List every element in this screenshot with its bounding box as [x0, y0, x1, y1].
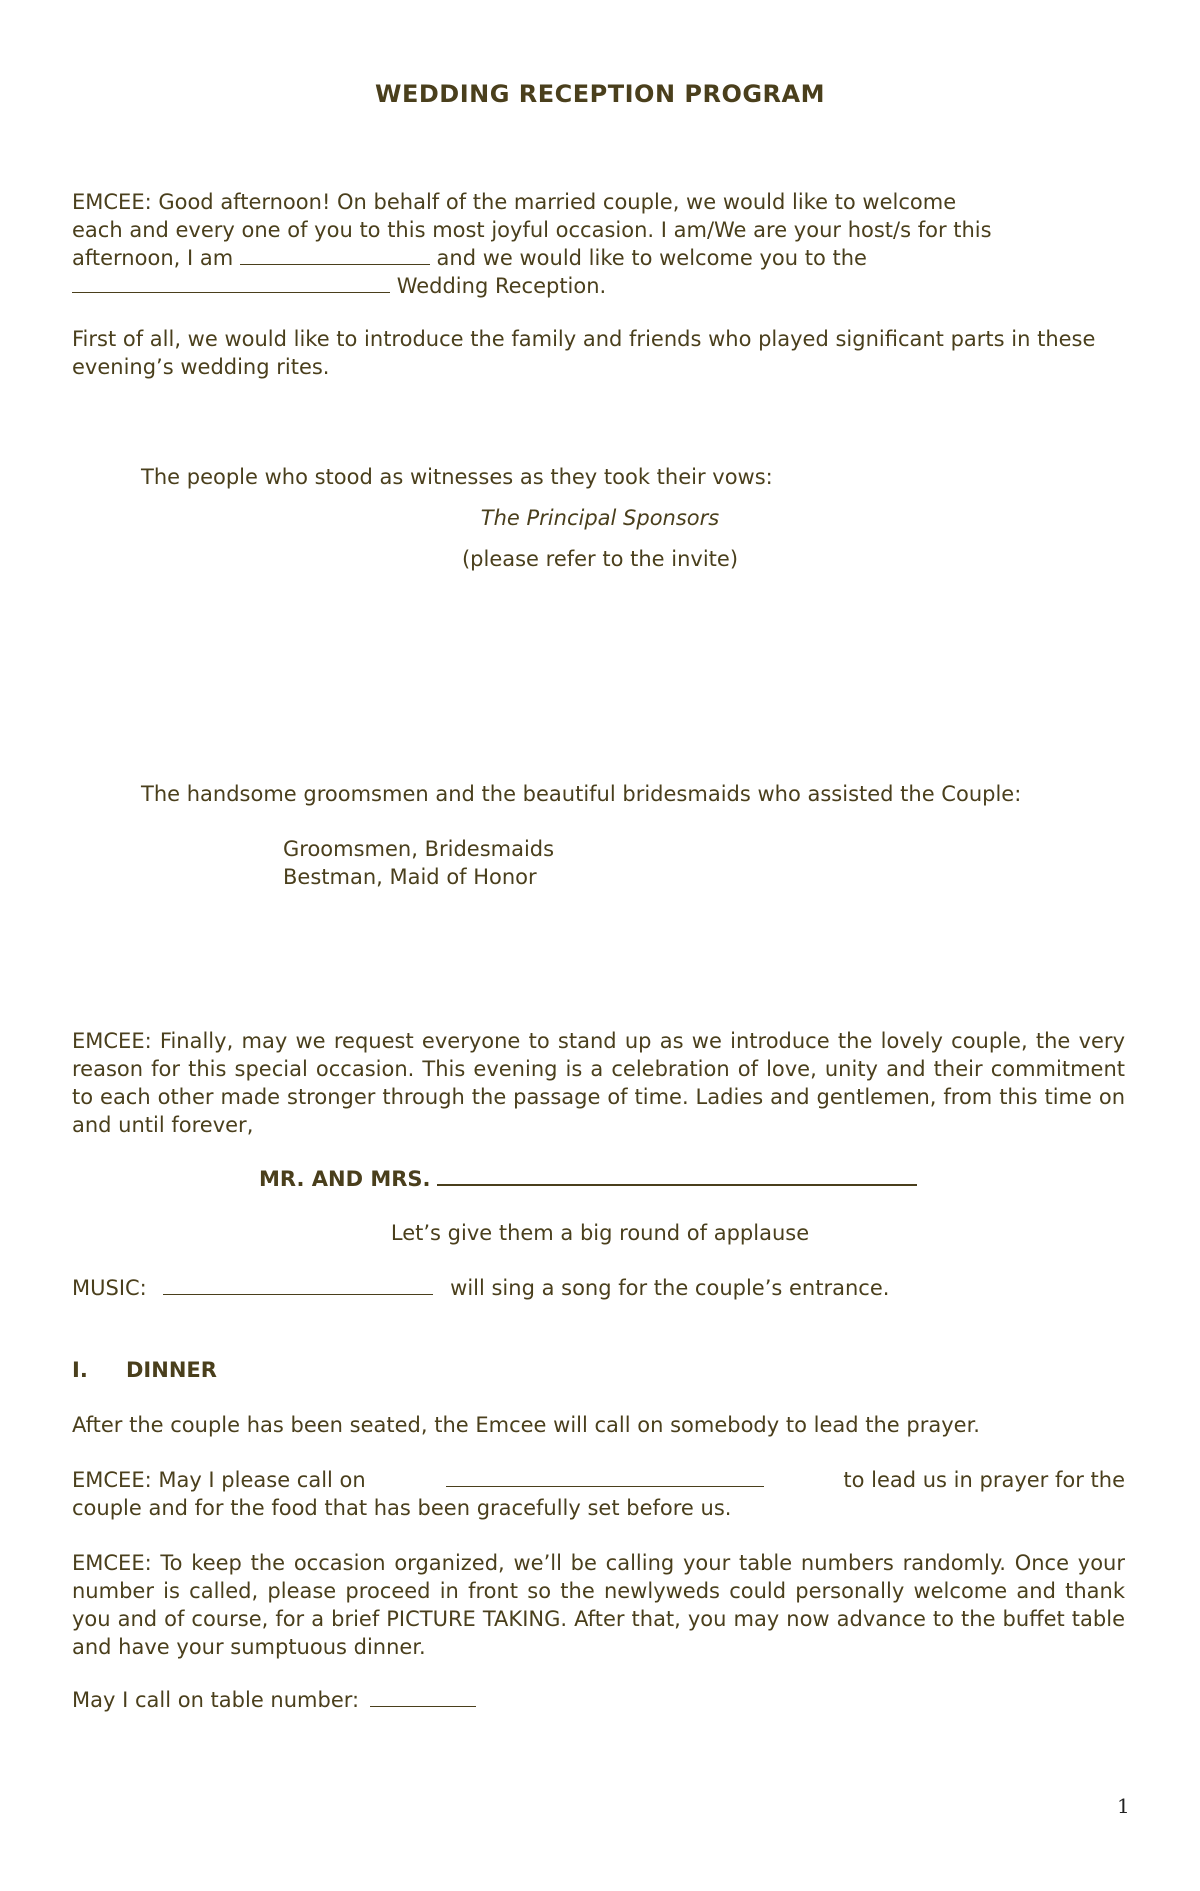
tables-paragraph: EMCEE: To keep the occasion organized, we’ll be calling your table numbers randomly. Once your number is called, please proceed in front so the newlyweds could personally welcome and thank you and of course, for a brief PICTURE TAKING. After that, you may now advance to the buffet table and have your sumptuous dinner. — [72, 1551, 1125, 1659]
table-call-line — [72, 1686, 476, 1714]
groomsmen-bridesmaids: Groomsmen, Bridesmaids — [283, 837, 555, 861]
couple-surname-blank — [437, 1164, 917, 1186]
prayer-lead-text: to lead us in prayer for the — [843, 1468, 1125, 1492]
music-text: will sing a song for the couple’s entrance. — [450, 1276, 890, 1300]
reception-label: Wedding Reception. — [396, 274, 607, 298]
prayer-call-label: EMCEE: May I please call on — [72, 1468, 366, 1492]
intro-paragraph: First of all, we would like to introduce the family and friends who played significant parts in these evening’s wedding rites. — [72, 327, 1096, 379]
finally-paragraph: EMCEE: Finally, may we request everyone to stand up as we introduce the lovely couple, the very reason for this special occasion. This evening is a celebration of love, unity and their commitment to each other made stronger through the passage of time. Ladies and gentlemen, from this time on and until forever, — [72, 1029, 1125, 1137]
table-call-label: May I call on table number: — [72, 1688, 360, 1712]
welcome-text: and we would like to welcome you to the — [436, 246, 867, 270]
welcome-line-2: each and every one of you to this most joyful occasion. I am/We are your host/s for this — [72, 218, 992, 242]
host-label: afternoon, I am — [72, 246, 234, 270]
music-line — [72, 1274, 889, 1302]
prayer-paragraph — [72, 1466, 1125, 1522]
prayer-line-2: couple and for the food that has been gracefully set before us. — [72, 1496, 732, 1520]
principal-sponsors-heading: The Principal Sponsors — [480, 506, 720, 530]
page-number: 1 — [1117, 1794, 1130, 1818]
entourage-text: The handsome groomsmen and the beautiful bridesmaids who assisted the Couple: — [141, 782, 1022, 806]
entourage-list — [283, 835, 554, 891]
singer-blank — [163, 1274, 433, 1295]
couple-name-blank — [72, 272, 390, 293]
applause-text: Let’s give them a big round of applause — [390, 1221, 810, 1245]
document-title: WEDDING RECEPTION PROGRAM — [374, 80, 825, 108]
music-label: MUSIC: — [72, 1276, 147, 1300]
sponsors-note: (please refer to the invite) — [461, 547, 739, 571]
section-title: DINNER — [126, 1358, 217, 1382]
welcome-line-4 — [72, 272, 1125, 300]
host-name-blank — [240, 244, 430, 265]
section-dinner-heading — [72, 1356, 217, 1384]
couple-introduction — [259, 1164, 917, 1193]
prayer-intro: After the couple has been seated, the Emcee will call on somebody to lead the prayer. — [72, 1413, 980, 1437]
welcome-line-1: EMCEE: Good afternoon! On behalf of the married couple, we would like to welcome — [72, 190, 957, 214]
section-number: I. — [72, 1358, 88, 1382]
welcome-line-3 — [72, 244, 1125, 272]
bestman-maid-of-honor: Bestman, Maid of Honor — [283, 865, 537, 889]
witnesses-text: The people who stood as witnesses as they took their vows: — [141, 465, 773, 489]
table-number-blank — [370, 1686, 476, 1707]
prayer-line-1 — [72, 1466, 1125, 1494]
prayer-leader-blank — [446, 1466, 764, 1487]
couple-label: MR. AND MRS. — [259, 1167, 431, 1191]
welcome-paragraph — [72, 188, 1125, 300]
